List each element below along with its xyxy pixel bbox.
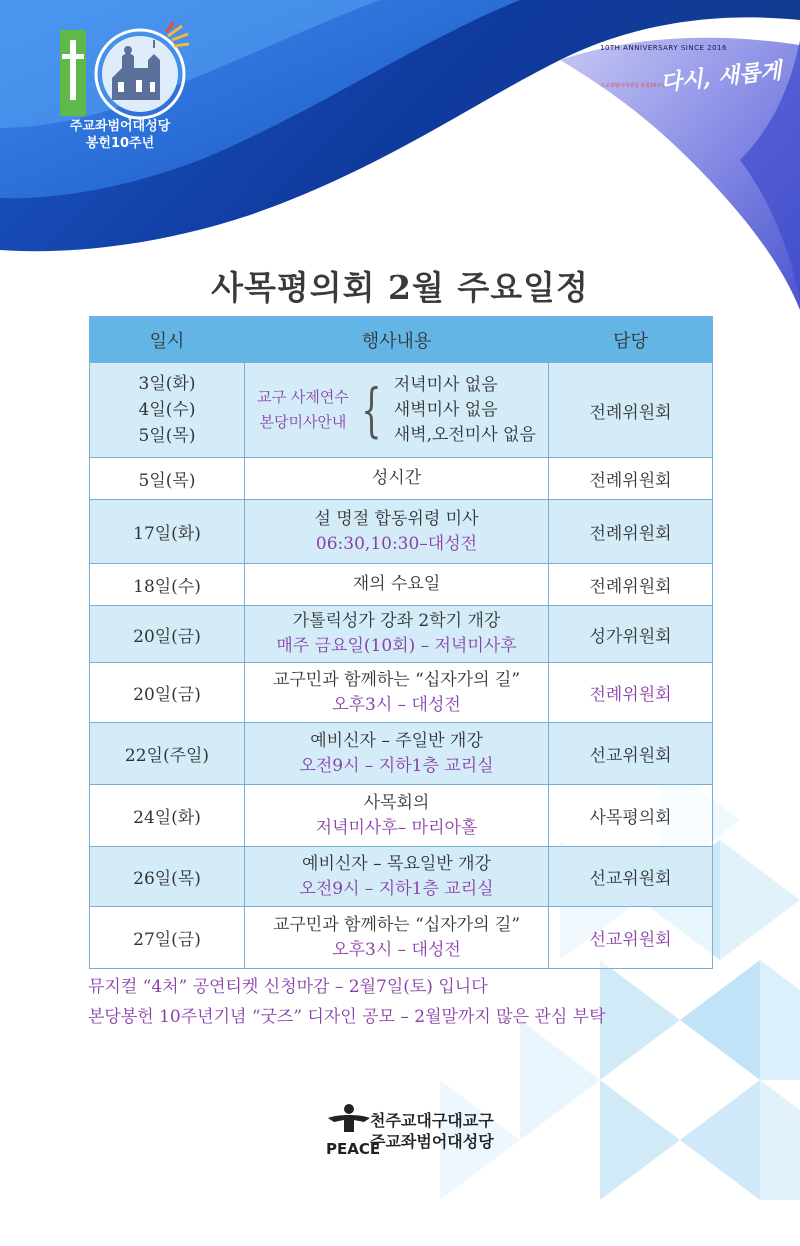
event-title: 예비신자 – 주일반 개강 bbox=[310, 730, 483, 751]
owner-cell: 전례위원회 bbox=[549, 564, 713, 606]
anniversary-text: 10TH ANNIVERSARY SINCE 2016 bbox=[600, 44, 727, 52]
date-text: 4일(수) bbox=[138, 400, 196, 420]
event-cell bbox=[245, 663, 549, 723]
table-row bbox=[90, 363, 713, 458]
header-owner: 담당 bbox=[549, 317, 713, 363]
event-title: 교구민과 함께하는 “십자가의 길” bbox=[272, 914, 521, 935]
event-subtitle: 오전9시 – 지하1층 교리실 bbox=[299, 878, 494, 899]
date-cell: 17일(화) bbox=[90, 500, 245, 564]
page-title: 사목평의회 2월 주요일정 bbox=[211, 268, 589, 307]
event-title: 재의 수요일 bbox=[352, 574, 441, 594]
owner-cell: 선교위원회 bbox=[549, 847, 713, 907]
date-text: 3일(화) bbox=[138, 374, 196, 394]
footer-line2: 주교좌범어대성당 bbox=[370, 1132, 494, 1151]
event-title: 설 명절 합동위령 미사 bbox=[314, 508, 479, 529]
note-item: 본당봉헌 10주년기념 “굿즈” 디자인 공모 – 2월말까지 많은 관심 부탁 bbox=[88, 1007, 606, 1027]
table-row bbox=[90, 663, 713, 723]
event-subtitle: 저녁미사후– 마리아홀 bbox=[315, 817, 478, 838]
event-subtitle: 오후3시 – 대성전 bbox=[332, 694, 461, 715]
date-cell: 20일(금) bbox=[90, 663, 245, 723]
owner-cell: 선교위원회 bbox=[549, 907, 713, 969]
table-row bbox=[90, 458, 713, 500]
anniversary-script: 다시, 새롭게 bbox=[659, 57, 783, 97]
event-subtitle: 06:30,10:30–대성전 bbox=[315, 533, 478, 554]
date-cell bbox=[90, 363, 245, 458]
date-cell: 20일(금) bbox=[90, 606, 245, 663]
logo-caption bbox=[30, 118, 210, 152]
table-row bbox=[90, 907, 713, 969]
event-title: 교구민과 함께하는 “십자가의 길” bbox=[272, 669, 521, 690]
owner-cell: 사목평의회 bbox=[549, 785, 713, 847]
schedule-table bbox=[89, 316, 713, 969]
event-detail: 새벽미사 없음 bbox=[393, 399, 498, 420]
table-row bbox=[90, 500, 713, 564]
owner-cell: 전례위원회 bbox=[549, 500, 713, 564]
event-detail: 저녁미사 없음 bbox=[393, 374, 498, 395]
owner-cell: 전례위원회 bbox=[549, 363, 713, 458]
event-label: 본당미사안내 bbox=[259, 413, 347, 431]
event-cell bbox=[245, 785, 549, 847]
logo-caption-line2: 봉헌10주년 bbox=[85, 136, 155, 151]
event-subtitle: 매주 금요일(10회) – 저녁미사후 bbox=[276, 636, 517, 656]
event-cell bbox=[245, 500, 549, 564]
table-row bbox=[90, 847, 713, 907]
owner-cell: 전례위원회 bbox=[549, 663, 713, 723]
event-title: 가톨릭성가 강좌 2학기 개강 bbox=[292, 611, 501, 631]
date-cell: 18일(수) bbox=[90, 564, 245, 606]
table-row bbox=[90, 606, 713, 663]
event-cell bbox=[245, 363, 549, 458]
header-event: 행사내용 bbox=[245, 317, 549, 363]
date-cell: 24일(화) bbox=[90, 785, 245, 847]
owner-cell: 성가위원회 bbox=[549, 606, 713, 663]
event-cell bbox=[245, 564, 549, 606]
table-row bbox=[90, 785, 713, 847]
owner-cell: 선교위원회 bbox=[549, 723, 713, 785]
date-cell: 26일(목) bbox=[90, 847, 245, 907]
event-subtitle: 오전9시 – 지하1층 교리실 bbox=[299, 755, 494, 776]
footer-line1: 천주교대구대교구 bbox=[370, 1111, 494, 1130]
logo-caption-line1: 주교좌범어대성당 bbox=[69, 119, 171, 134]
brace-icon: { bbox=[361, 376, 382, 444]
notes bbox=[88, 972, 768, 1032]
event-cell bbox=[245, 458, 549, 500]
anniversary-small-text: 주교좌범어대성당 봉헌10주년 bbox=[600, 83, 666, 89]
event-title: 성시간 bbox=[371, 468, 422, 488]
event-detail: 새벽,오전미사 없음 bbox=[393, 424, 536, 445]
note-item: 뮤지컬 “4처” 공연티켓 신청마감 – 2월7일(토) 입니다 bbox=[88, 977, 488, 997]
table-row bbox=[90, 723, 713, 785]
event-cell bbox=[245, 606, 549, 663]
event-cell bbox=[245, 907, 549, 969]
footer-text bbox=[370, 1110, 494, 1152]
event-subtitle: 오후3시 – 대성전 bbox=[332, 939, 461, 960]
event-label: 교구 사제연수 bbox=[257, 388, 349, 406]
event-title: 예비신자 – 목요일반 개강 bbox=[302, 853, 491, 874]
date-cell: 5일(목) bbox=[90, 458, 245, 500]
event-cell bbox=[245, 723, 549, 785]
table-header-row bbox=[90, 317, 713, 363]
header-date: 일시 bbox=[90, 317, 245, 363]
table-row bbox=[90, 564, 713, 606]
date-cell: 22일(주일) bbox=[90, 723, 245, 785]
peace-emblem-icon bbox=[324, 1102, 381, 1158]
date-cell: 27일(금) bbox=[90, 907, 245, 969]
svg-text:PEACE: PEACE bbox=[326, 1140, 381, 1158]
event-cell bbox=[245, 847, 549, 907]
date-text: 5일(목) bbox=[138, 426, 196, 446]
event-title: 사목회의 bbox=[363, 792, 430, 813]
owner-cell: 전례위원회 bbox=[549, 458, 713, 500]
